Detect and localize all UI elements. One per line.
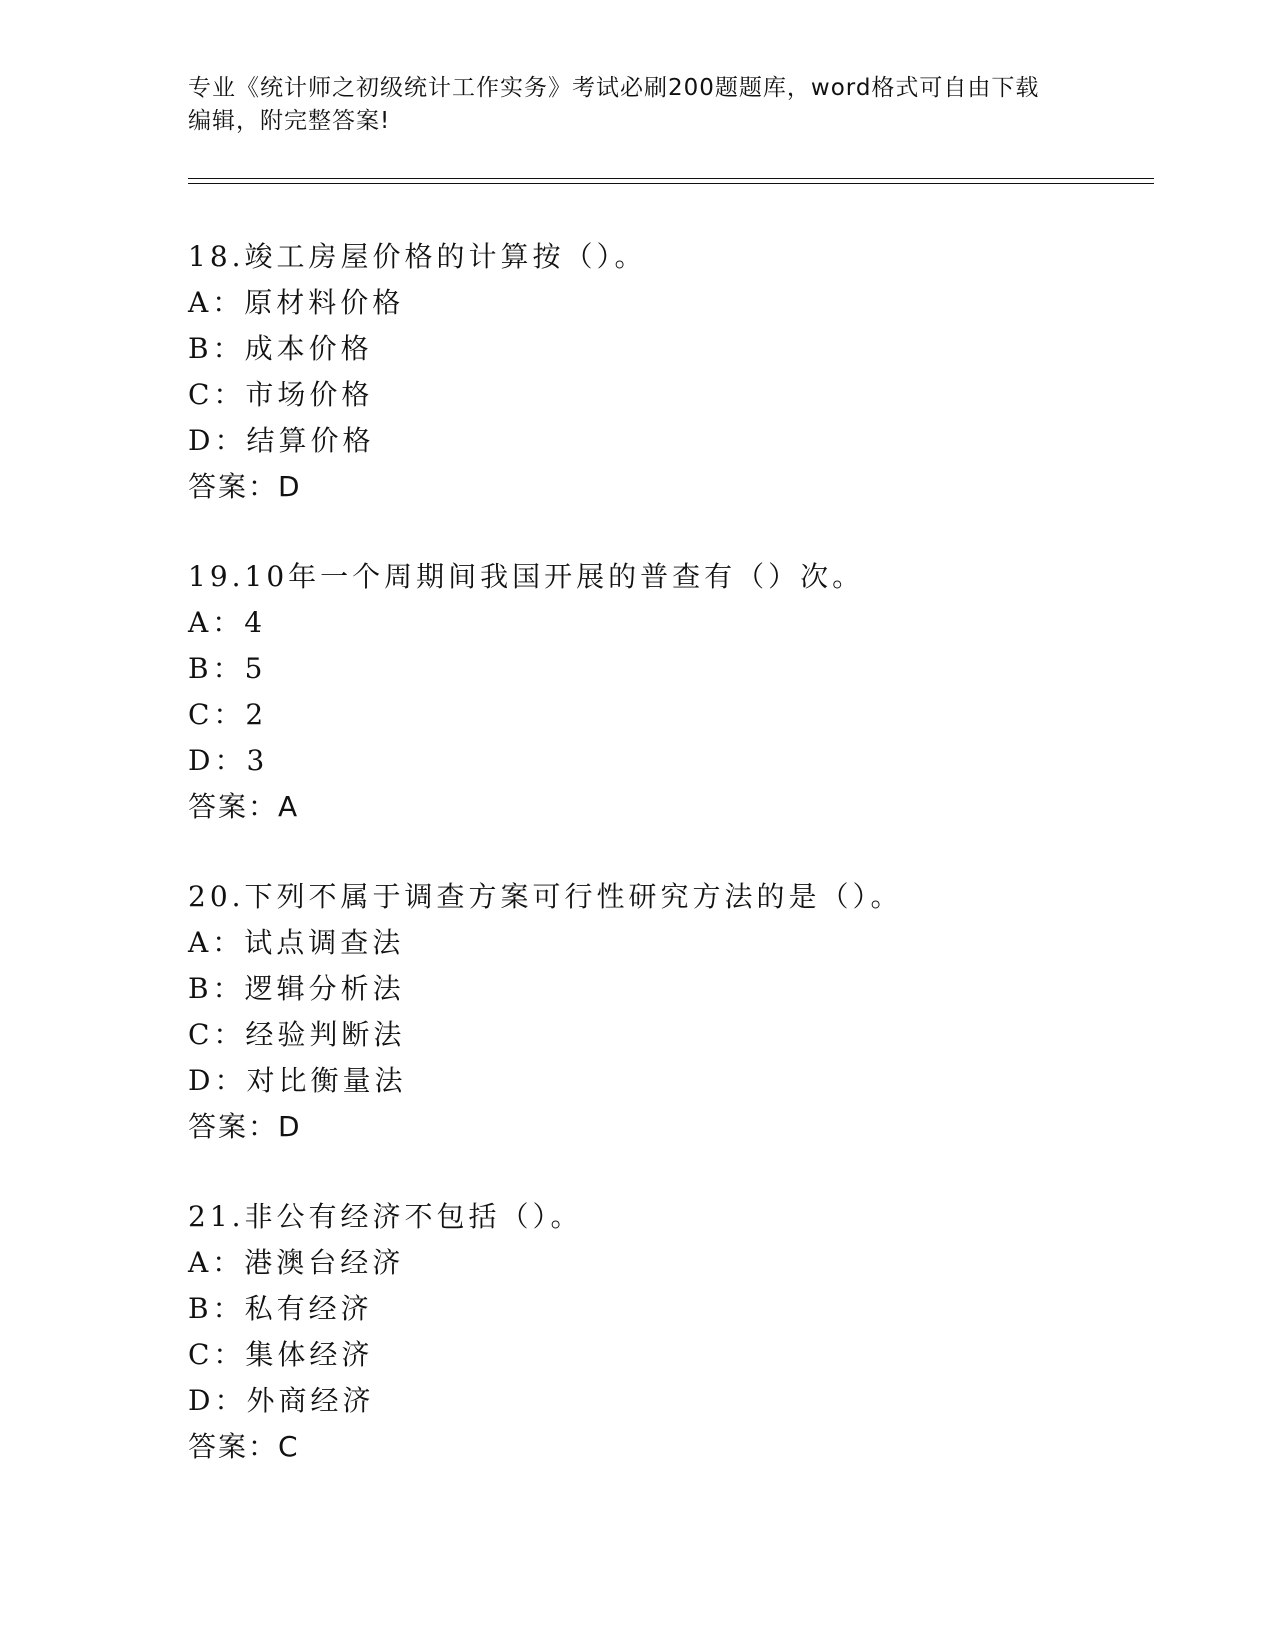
option-a: A：试点调查法 [188,926,405,959]
option-b: B：逻辑分析法 [188,972,405,1005]
question-18 [188,234,1148,510]
answer: 答案：D [188,1110,302,1143]
option-d: D：对比衡量法 [188,1064,407,1097]
answer: 答案：C [188,1430,300,1463]
header-divider-top [188,178,1154,179]
question-stem: 18.竣工房屋价格的计算按（）。 [188,240,647,273]
answer: 答案：D [188,470,302,503]
question-stem: 21.非公有经济不包括（）。 [188,1200,583,1233]
option-b: B：私有经济 [188,1292,373,1325]
answer: 答案：A [188,790,300,823]
header-divider-bottom [188,183,1154,184]
question-20 [188,874,1148,1150]
question-19 [188,554,1148,830]
option-a: A：港澳台经济 [188,1246,405,1279]
option-c: C：市场价格 [188,378,374,411]
option-d: D：外商经济 [188,1384,375,1417]
option-b: B：5 [188,652,267,685]
question-21 [188,1194,1148,1470]
question-stem: 20.下列不属于调查方案可行性研究方法的是（）。 [188,880,903,913]
document-header [188,72,1068,138]
question-stem: 19.10年一个周期间我国开展的普查有（）次。 [188,560,865,593]
option-c: C：集体经济 [188,1338,374,1371]
option-c: C：2 [188,698,268,731]
option-c: C：经验判断法 [188,1018,406,1051]
option-a: A：原材料价格 [188,286,405,319]
option-b: B：成本价格 [188,332,373,365]
header-line-2: 编辑，附完整答案! [188,108,391,134]
header-line-1: 专业《统计师之初级统计工作实务》考试必刷200题题库，word格式可自由下载 [188,75,1040,101]
option-d: D：结算价格 [188,424,375,457]
option-a: A：4 [188,606,267,639]
option-d: D：3 [188,744,269,777]
